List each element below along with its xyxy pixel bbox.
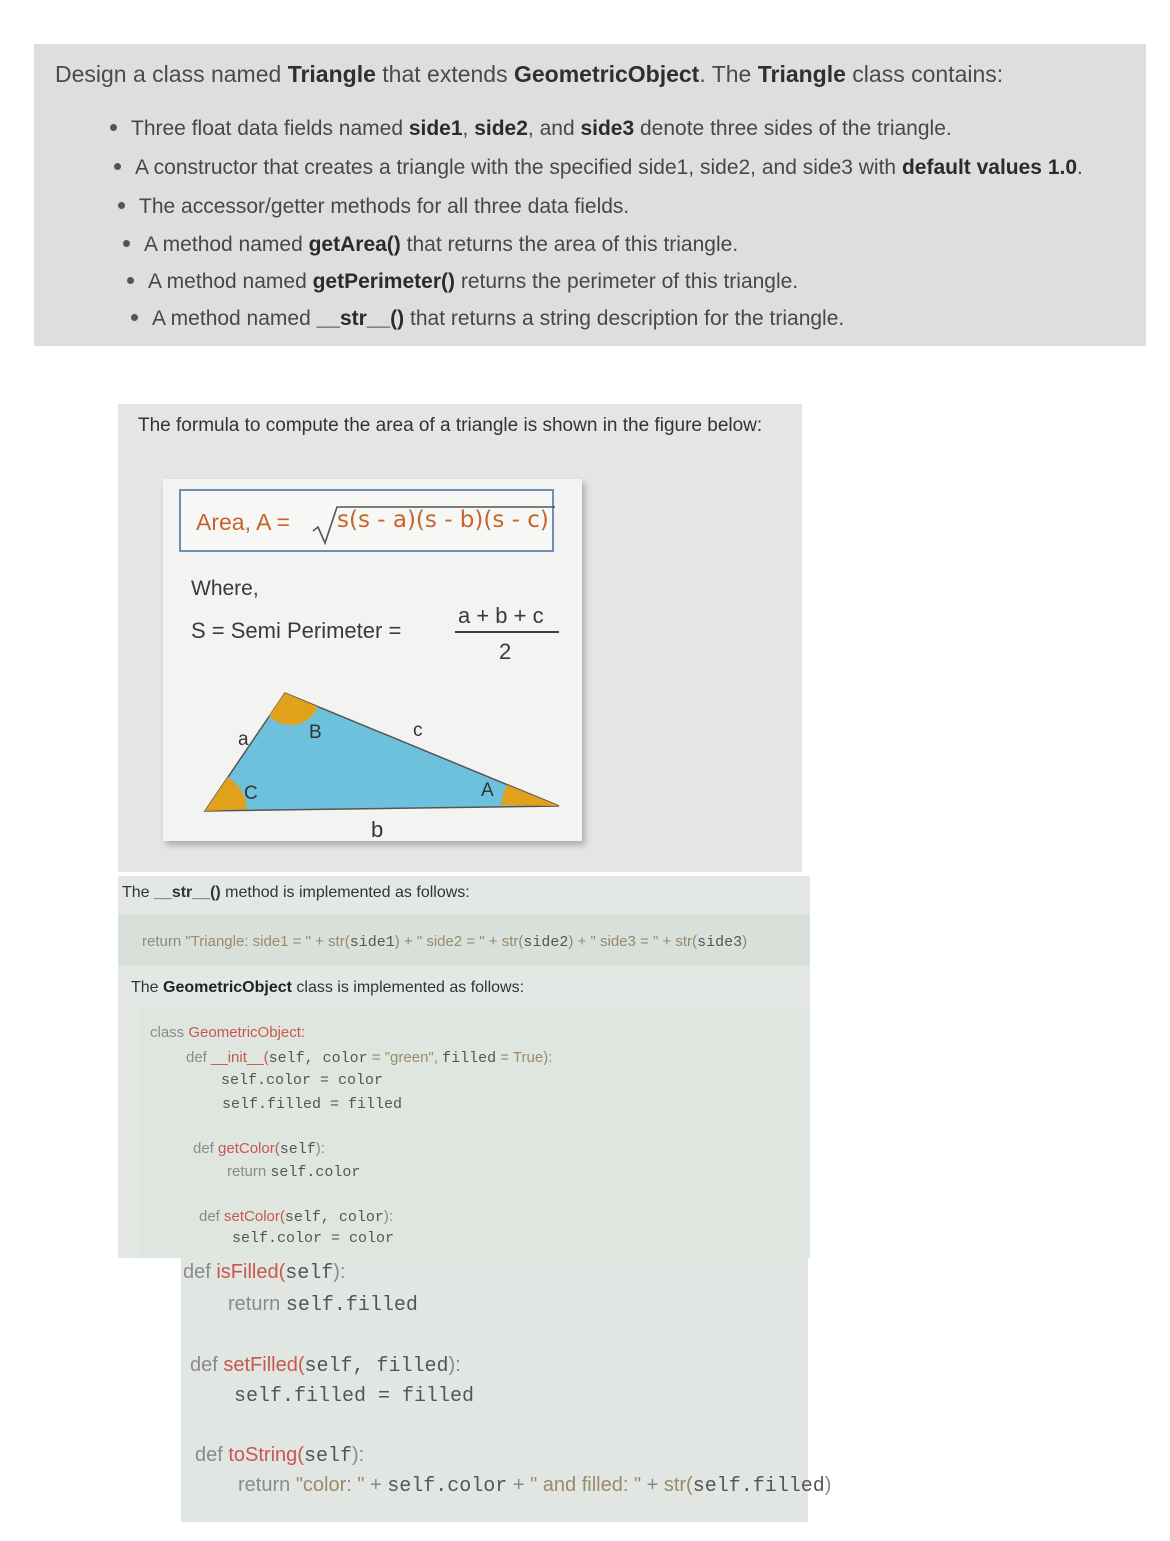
angle-C-label: C <box>244 783 258 804</box>
code-line-getcolor: def getColor(self): <box>193 1140 325 1158</box>
code-line-set-filled: self.filled = filled <box>234 1385 475 1408</box>
geometricobject-code-block <box>138 1008 810 1258</box>
code-line-setcolor: def setColor(self, color): <box>199 1208 394 1226</box>
bullet-str: A method named __str__() that returns a string description for the triangle. <box>131 307 844 331</box>
bullet-getperimeter: A method named getPerimeter() returns the perimeter of this triangle. <box>127 270 798 294</box>
fraction-bar <box>455 631 559 633</box>
str-return-line: return "Triangle: side1 = " + str(side1) + " side2 = " + str(side2) + " side3 = " + str(side3) <box>142 933 748 951</box>
more-methods-code-block <box>181 1258 832 1522</box>
bullet-data-fields: Three float data fields named side1, side2, and side3 denote three sides of the triangle. <box>110 117 952 141</box>
figure-caption: The formula to compute the area of a triangle is shown in the figure below: <box>138 415 763 436</box>
code-line-return-string: return "color: " + self.color + " and filled: " + str(self.filled) <box>238 1474 832 1498</box>
code-panel <box>118 876 810 1258</box>
angle-A-label: A <box>481 780 494 801</box>
bullet-dot <box>127 277 134 284</box>
code-line-set-color: self.color = color <box>232 1230 395 1247</box>
semi-perimeter-label: S = Semi Perimeter = <box>191 618 402 643</box>
bullet-dot <box>118 202 125 209</box>
code-line-init: def __init__(self, color = "green", filled = True): <box>186 1049 553 1067</box>
fraction-numerator: a + b + c <box>458 603 544 628</box>
bullet-dot <box>110 124 117 131</box>
code-line-return-color: return self.color <box>227 1163 361 1181</box>
assignment-panel <box>34 44 1146 346</box>
bullet-getters: The accessor/getter methods for all three data fields. <box>118 195 629 219</box>
bullet-getarea: A method named getArea() that returns the area of this triangle. <box>123 233 738 257</box>
assignment-intro: Design a class named Triangle that extends GeometricObject. The Triangle class contains: <box>55 61 1004 87</box>
area-formula-lhs: Area, A = <box>196 509 290 535</box>
where-label: Where, <box>191 577 259 600</box>
bullet-dot <box>114 163 121 170</box>
formula-card <box>163 479 582 841</box>
code-line-setfilled: def setFilled(self, filled): <box>190 1354 461 1378</box>
str-method-intro: The __str__() method is implemented as follows: <box>122 884 470 901</box>
area-formula-rhs: s(s - a)(s - b)(s - c) <box>337 507 549 533</box>
geometricobject-intro: The GeometricObject class is implemented as follows: <box>131 979 525 996</box>
side-a-label: a <box>238 729 249 750</box>
side-c-label: c <box>413 720 423 741</box>
angle-A-arc <box>501 785 559 806</box>
code-line-return-filled: return self.filled <box>228 1293 418 1317</box>
fraction-denominator: 2 <box>499 639 512 664</box>
bullet-dot <box>123 240 130 247</box>
bullet-constructor: A constructor that creates a triangle with the specified side1, side2, and side3 with default values 1.0. <box>114 156 1083 180</box>
area-formula-box <box>179 489 554 552</box>
code-line-assign-filled: self.filled = filled <box>222 1096 403 1113</box>
str-code-block <box>118 914 810 966</box>
code-line-tostring: def toString(self): <box>195 1444 365 1468</box>
angle-B-label: B <box>309 722 322 743</box>
bullet-dot <box>131 314 138 321</box>
formula-figure <box>118 404 802 872</box>
code-line-assign-color: self.color = color <box>221 1072 384 1089</box>
code-line-isfilled: def isFilled(self): <box>183 1261 346 1285</box>
code-line-class: class GeometricObject: <box>150 1024 306 1041</box>
side-b-label: b <box>371 817 384 842</box>
